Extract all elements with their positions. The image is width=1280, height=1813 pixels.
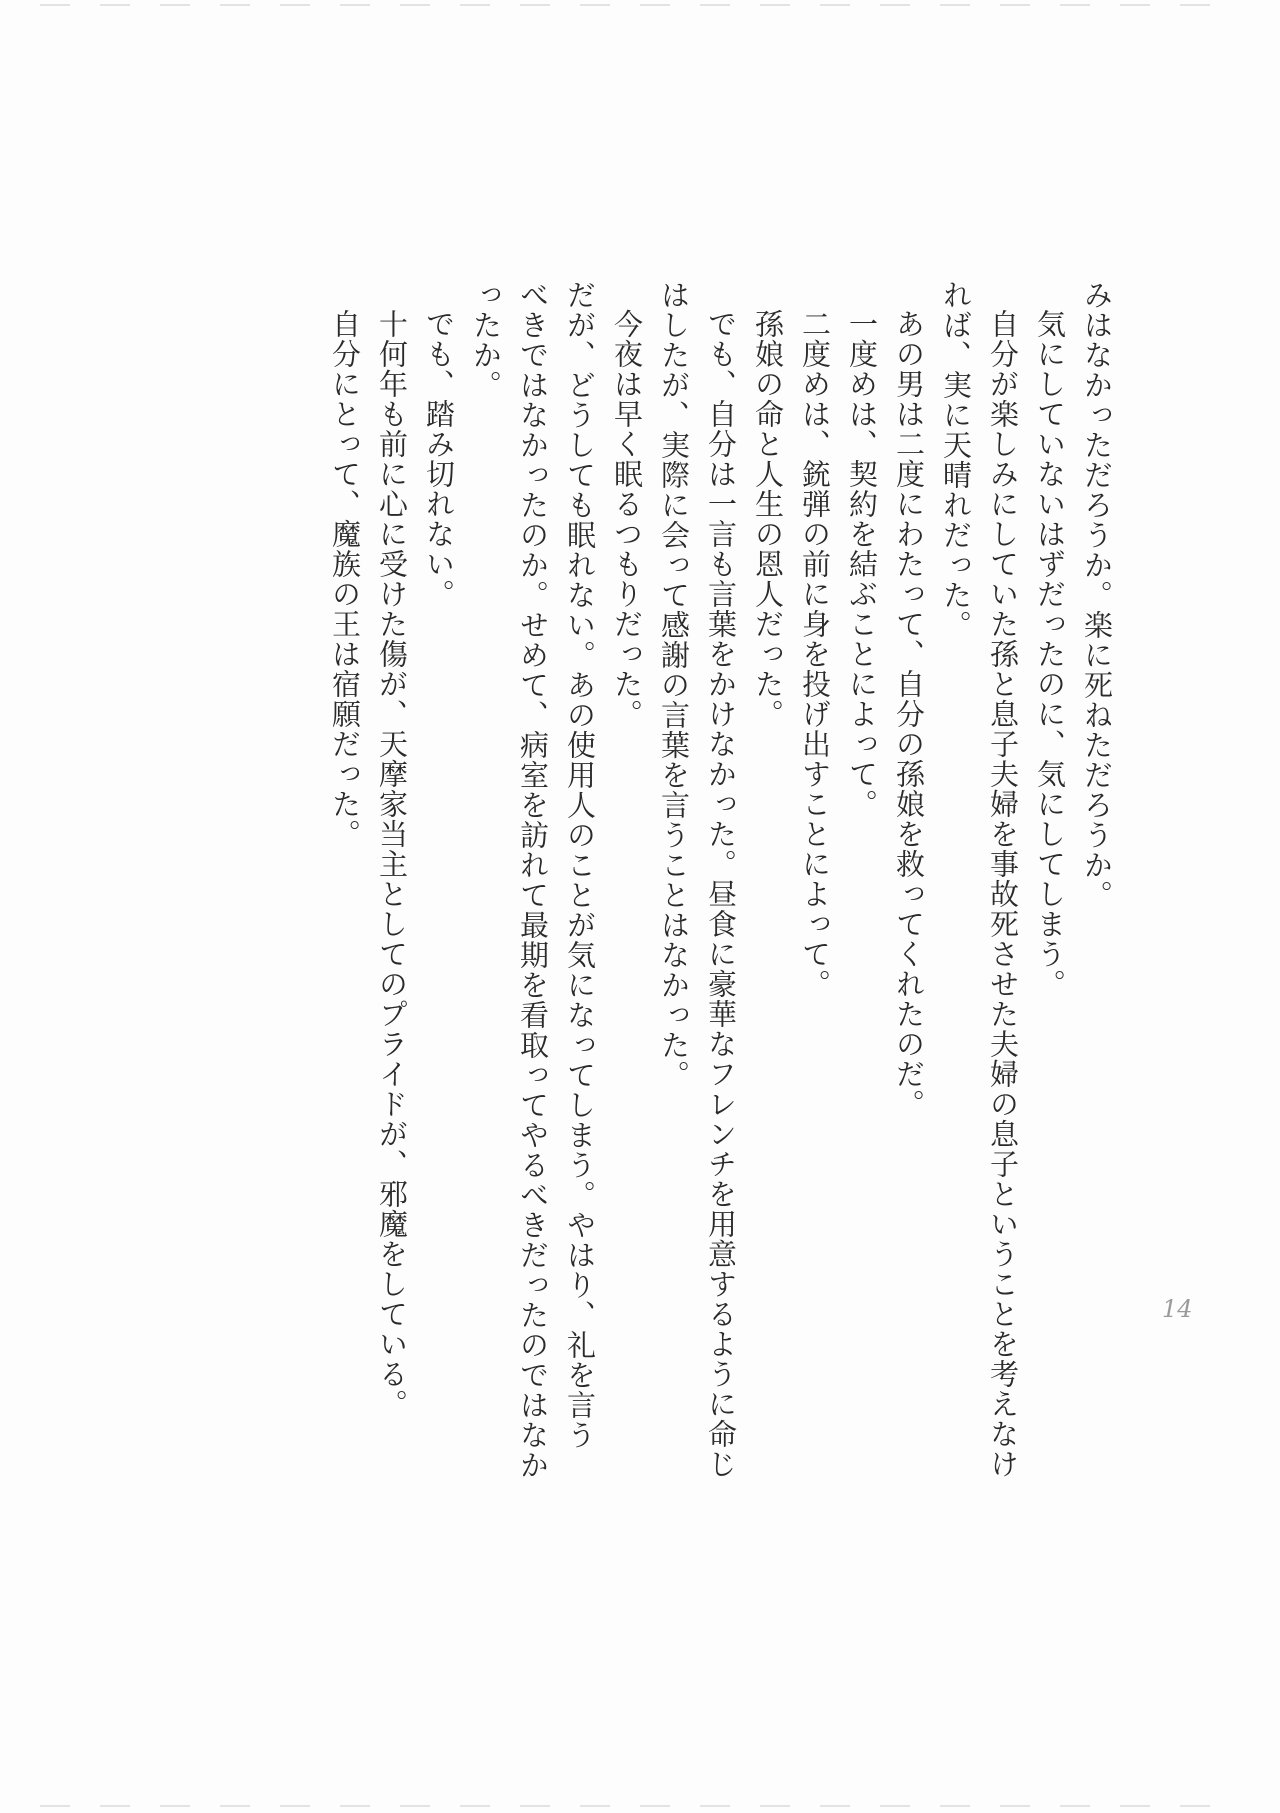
text-line: でも、踏み切れない。 bbox=[422, 309, 456, 609]
text-line: だが、どうしても眠れない。あの使用人のことが気になってしまう。やはり、礼を言う bbox=[563, 280, 597, 1450]
text-line: 自分が楽しみにしていた孫と息子夫婦を事故死させた夫婦の息子ということを考えなけ bbox=[986, 309, 1020, 1479]
text-line: でも、自分は一言も言葉をかけなかった。昼食に豪華なフレンチを用意するように命じ bbox=[704, 309, 738, 1479]
text-line: 今夜は早く眠るつもりだった。 bbox=[610, 309, 644, 729]
text-line: はしたが、実際に会って感謝の言葉を言うことはなかった。 bbox=[657, 280, 691, 1090]
text-line: れば、実に天晴れだった。 bbox=[939, 280, 973, 640]
text-line: ったか。 bbox=[469, 280, 503, 400]
text-line: 二度めは、銃弾の前に身を投げ出すことによって。 bbox=[798, 309, 832, 999]
scan-edge-top bbox=[40, 4, 1240, 6]
body-text bbox=[321, 280, 1120, 1480]
text-line: 自分にとって、魔族の王は宿願だった。 bbox=[328, 309, 362, 849]
text-line: 孫娘の命と人生の恩人だった。 bbox=[751, 309, 785, 729]
text-line: あの男は二度にわたって、自分の孫娘を救ってくれたのだ。 bbox=[892, 309, 926, 1119]
page-number: 14 bbox=[1162, 1295, 1193, 1323]
text-line: 十何年も前に心に受けた傷が、天摩家当主としてのプライドが、邪魔をしている。 bbox=[375, 309, 409, 1419]
text-line: 気にしていないはずだったのに、気にしてしまう。 bbox=[1033, 309, 1067, 999]
text-line: 一度めは、契約を結ぶことによって。 bbox=[845, 309, 879, 819]
scan-edge-bottom bbox=[40, 1805, 1240, 1807]
text-line: みはなかっただろうか。楽に死ねただろうか。 bbox=[1080, 280, 1114, 910]
text-line: べきではなかったのか。せめて、病室を訪れて最期を看取ってやるべきだったのではなか bbox=[516, 280, 550, 1480]
